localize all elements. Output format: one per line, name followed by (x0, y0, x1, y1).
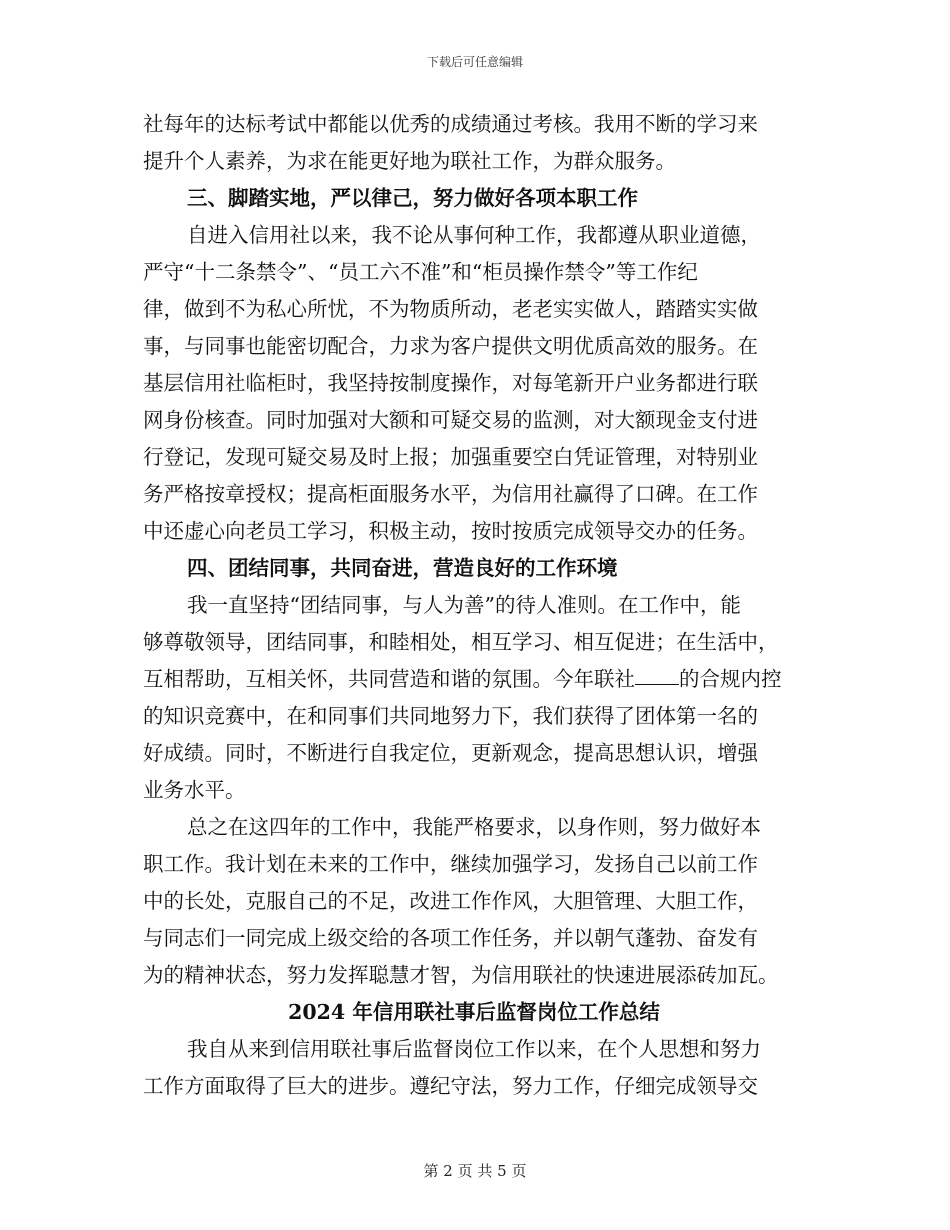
paragraph-line: 严守“十二条禁令”、“员工六不准”和“柜员操作禁令”等工作纪 (143, 260, 698, 284)
paragraph-line: 中的长处，克服自己的不足，改进工作作风，大胆管理、大胆工作， (143, 889, 758, 913)
document-body (143, 106, 805, 1105)
paragraph-line: 业务水平。 (143, 778, 246, 802)
paragraph-line: 我一直坚持“团结同事，与人为善”的待人准则。在工作中，能 (187, 593, 741, 617)
page-footer: 第 2 页 共 5 页 (423, 1162, 527, 1180)
paragraph-line: 工作方面取得了巨大的进步。遵纪守法，努力工作，仔细完成领导交 (143, 1074, 758, 1098)
paragraph-line: 的知识竞赛中，在和同事们共同地努力下，我们获得了团体第一名的 (143, 704, 758, 728)
fill-in-blank (635, 683, 679, 685)
paragraph-line: 与同志们一同完成上级交给的各项工作任务，并以朝气蓬勃、奋发有 (143, 926, 758, 950)
line-text-after-blank: 的合规内控 (679, 667, 782, 691)
section-heading-4: 四、团结同事，共同奋进，营造良好的工作环境 (187, 556, 618, 580)
paragraph-line: 自进入信用社以来，我不论从事何种工作，我都遵从职业道德， (187, 223, 761, 247)
line-text-before-blank: 互相帮助，互相关怀，共同营造和谐的氛围。今年联社 (143, 667, 635, 691)
paragraph-line: 够尊敬领导，团结同事，和睦相处，相互学习、相互促进；在生活中， (143, 630, 779, 654)
document-title: 2024 年信用联社事后监督岗位工作总结 (288, 1000, 660, 1024)
paragraph-line: 总之在这四年的工作中，我能严格要求，以身作则，努力做好本 (187, 815, 761, 839)
paragraph-line: 网身份核查。同时加强对大额和可疑交易的监测，对大额现金支付进 (143, 408, 758, 432)
section-heading-3: 三、脚踏实地，严以律己，努力做好各项本职工作 (187, 186, 638, 210)
paragraph-line: 事，与同事也能密切配合，力求为客户提供文明优质高效的服务。在 (143, 334, 758, 358)
paragraph-line: 职工作。我计划在未来的工作中，继续加强学习，发扬自己以前工作 (143, 852, 758, 876)
page-header: 下载后可任意编辑 (426, 55, 523, 69)
paragraph-line: 社每年的达标考试中都能以优秀的成绩通过考核。我用不断的学习来 (143, 112, 758, 136)
paragraph-line: 提升个人素养，为求在能更好地为联社工作，为群众服务。 (143, 149, 676, 173)
paragraph-line: 为的精神状态，努力发挥聪慧才智，为信用联社的快速进展添砖加瓦。 (143, 963, 779, 987)
paragraph-line: 我自从来到信用联社事后监督岗位工作以来，在个人思想和努力 (187, 1037, 761, 1061)
paragraph-line: 务严格按章授权；提高柜面服务水平，为信用社赢得了口碑。在工作 (143, 482, 758, 506)
paragraph-line: 好成绩。同时，不断进行自我定位，更新观念，提高思想认识，增强 (143, 741, 758, 765)
paragraph-line (143, 661, 805, 698)
paragraph-line: 行登记，发现可疑交易及时上报；加强重要空白凭证管理，对特别业 (143, 445, 758, 469)
paragraph-line: 基层信用社临柜时，我坚持按制度操作，对每笔新开户业务都进行联 (143, 371, 758, 395)
paragraph-line: 中还虚心向老员工学习，积极主动，按时按质完成领导交办的任务。 (143, 519, 758, 543)
paragraph-line: 律，做到不为私心所忧，不为物质所动，老老实实做人，踏踏实实做 (143, 297, 758, 321)
